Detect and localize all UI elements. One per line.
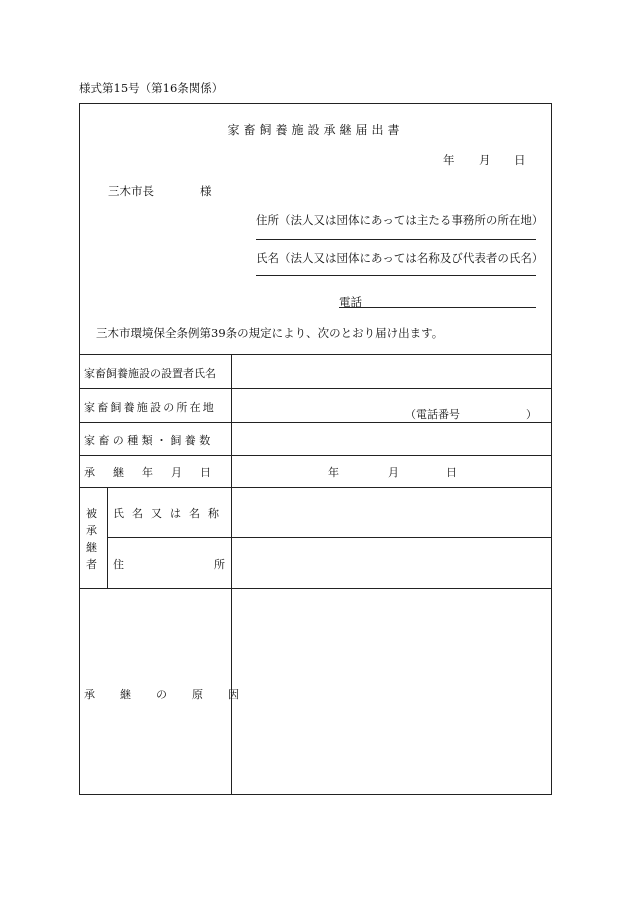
applicant-phone-line[interactable] xyxy=(339,307,536,308)
predecessor-address-field[interactable] xyxy=(232,538,551,588)
facility-phone-label: （電話番号 ） xyxy=(405,408,537,421)
installer-name-label: 家畜飼養施設の設置者氏名 xyxy=(84,367,216,380)
date-month-label: 月 xyxy=(479,153,491,167)
addressee-name: 三木市長 xyxy=(108,184,154,198)
column-divider xyxy=(107,487,108,588)
row-divider xyxy=(79,455,552,456)
applicant-address-line[interactable] xyxy=(256,239,536,240)
succession-day-label: 日 xyxy=(446,466,457,479)
applicant-phone-label: 電話 xyxy=(339,295,362,309)
applicant-name-label: 氏名（法人又は団体にあっては名称及び代表者の氏名） xyxy=(256,251,544,265)
succession-reason-label: 承継の原因 xyxy=(84,688,264,701)
declaration-text: 三木市環境保全条例第39条の規定により、次のとおり届け出ます。 xyxy=(96,326,444,340)
addressee-honorific: 様 xyxy=(200,184,212,198)
predecessor-name-field[interactable] xyxy=(232,488,551,537)
predecessor-group-label: 被承継者 xyxy=(86,507,97,571)
applicant-name-line[interactable] xyxy=(256,275,536,276)
succession-reason-field[interactable] xyxy=(232,589,551,794)
predecessor-name-label: 氏名又は名称 xyxy=(113,507,227,520)
livestock-type-label: 家畜の種類・飼養数 xyxy=(84,434,214,447)
date-day-label: 日 xyxy=(514,153,526,167)
succession-date-label: 承継年月日 xyxy=(84,466,229,479)
date-year-label: 年 xyxy=(443,153,455,167)
form-number: 様式第15号（第16条関係） xyxy=(79,81,224,95)
facility-location-label: 家畜飼養施設の所在地 xyxy=(84,401,216,414)
livestock-type-field[interactable] xyxy=(232,423,551,455)
succession-month-label: 月 xyxy=(388,466,399,479)
predecessor-address-label: 住所 xyxy=(113,558,315,571)
applicant-address-label: 住所（法人又は団体にあっては主たる事務所の所在地） xyxy=(256,213,544,227)
succession-year-label: 年 xyxy=(328,466,339,479)
form-title: 家畜飼養施設承継届出書 xyxy=(227,123,404,137)
installer-name-field[interactable] xyxy=(232,355,551,388)
